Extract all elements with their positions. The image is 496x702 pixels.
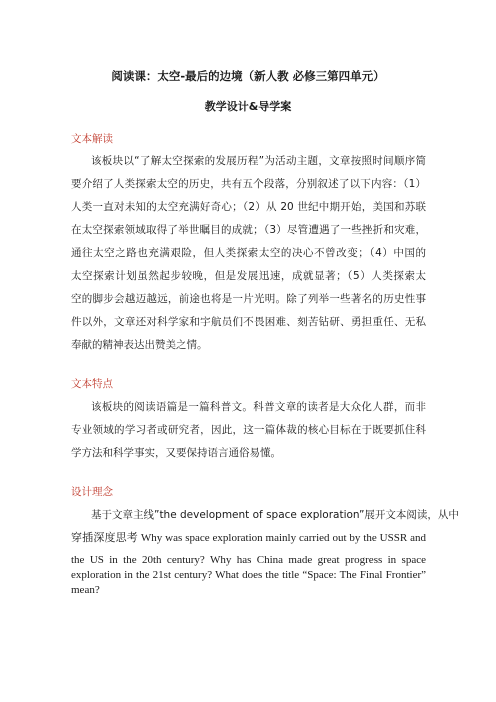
paragraph-line: 空的脚步会越迈越远，前途也将是一片光明。除了列举一些著名的历史性事 [71, 293, 426, 305]
paragraph-line: 件以外，文章还对科学家和宇航员们不畏困难、刻苦钻研、勇担重任、无私 [71, 316, 426, 328]
paragraph-line: 穿插深度思考 Why was space exploration mainly carried out by the USSR and [71, 532, 426, 544]
paragraph-line: 人类一直对未知的太空充满好奇心；（2）从 20 世纪中期开始，美国和苏联 [71, 201, 426, 213]
paragraph-line: 在太空探索领域取得了举世瞩目的成就；（3）尽管遭遇了一些挫折和灾难， [71, 224, 426, 236]
section-heading-design-concept: 设计理念 [71, 486, 113, 498]
paragraph-line: exploration in the 21st century? What does the title “Space: The Final Frontier” [71, 569, 426, 581]
document-subtitle: 教学设计&导学案 [204, 100, 292, 113]
paragraph-line: 基于文章主线”the development of space exploration”展开文本阅读，从中 [91, 509, 459, 521]
paragraph-line: 该板块以“了解太空探索的发展历程”为活动主题，文章按照时间顺序简 [91, 155, 426, 167]
section-heading-text-interpretation: 文本解读 [71, 133, 113, 145]
paragraph-line: 专业领域的学习者或研究者，因此，这一篇体裁的核心目标在于既要抓住科 [71, 424, 426, 436]
paragraph-line: 该板块的阅读语篇是一篇科普文。科普文章的读者是大众化人群，而非 [91, 401, 426, 413]
paragraph-line: 奉献的精神表达出赞美之情。 [71, 339, 208, 351]
paragraph-line: 通往太空之路也充满艰险，但人类探索太空的决心不曾改变；（4）中国的 [71, 247, 426, 259]
paragraph-line: 学方法和科学事实，又要保持语言通俗易懂。 [71, 447, 281, 459]
paragraph-line: mean? [71, 584, 100, 596]
document-title: 阅读课：太空-最后的边境（新人教 必修三第四单元） [111, 69, 385, 83]
paragraph-line: the US in the 20th century? Why has China made great progress in space [71, 554, 426, 566]
section-heading-text-features: 文本特点 [71, 378, 113, 390]
paragraph-line: 要介绍了人类探索太空的历史，共有五个段落，分别叙述了以下内容：（1） [71, 178, 426, 190]
paragraph-line: 太空探索计划虽然起步较晚，但是发展迅速，成就显著；（5）人类探索太 [71, 270, 426, 282]
